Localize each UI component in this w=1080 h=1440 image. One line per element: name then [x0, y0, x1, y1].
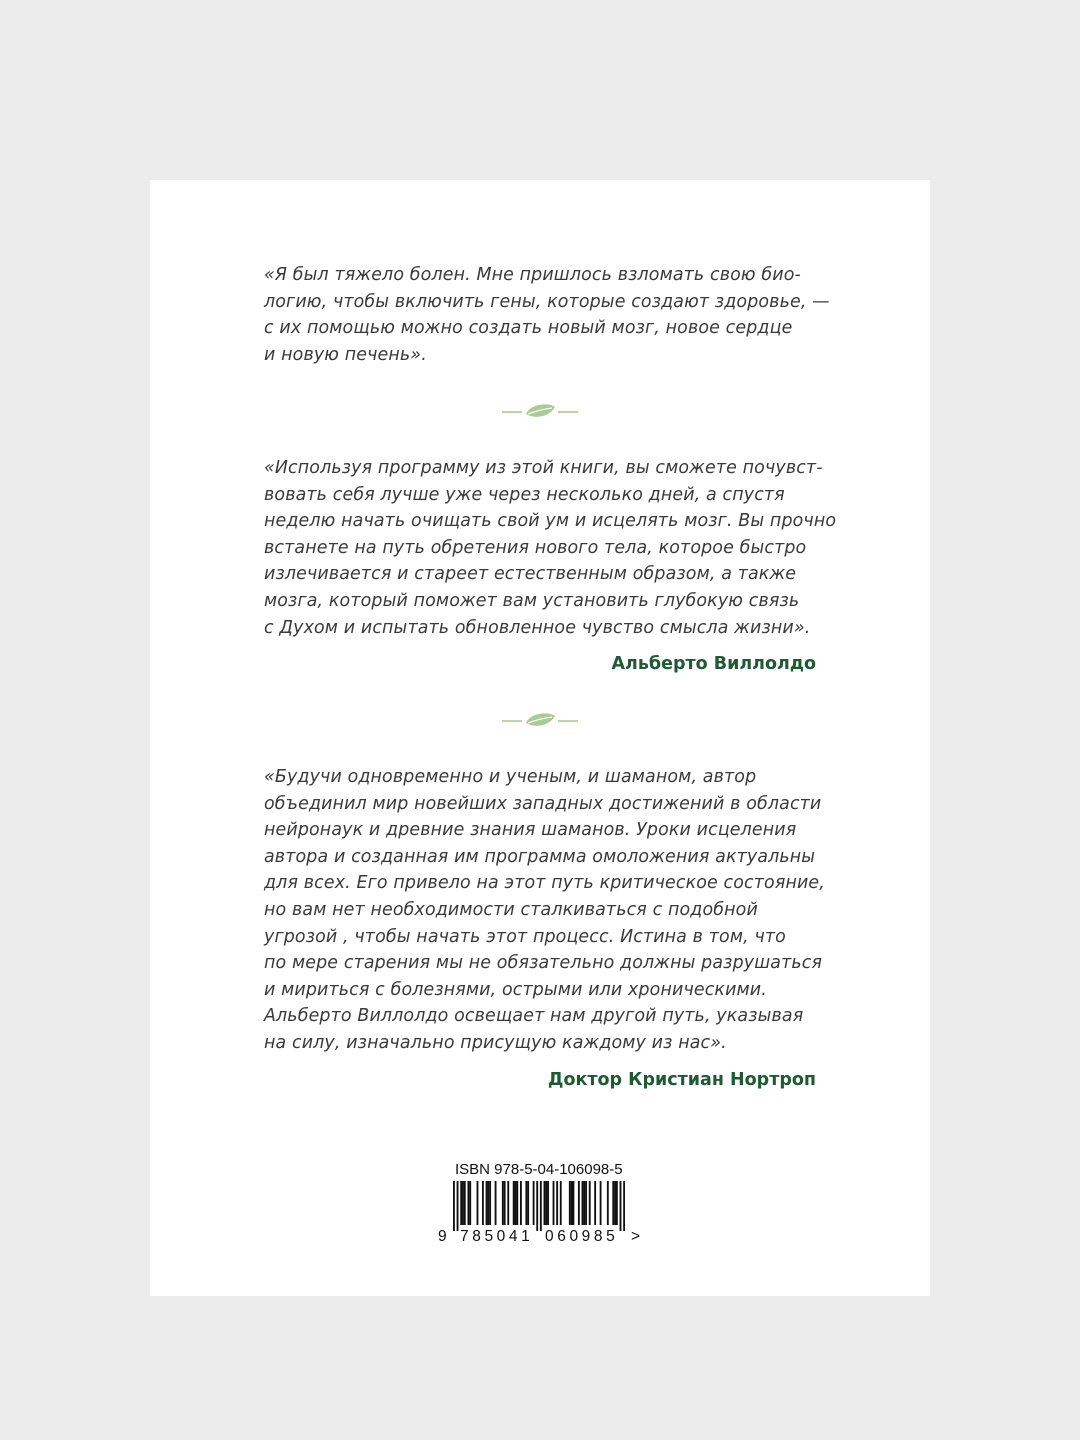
quote-line: с Духом и испытать обновленное чувство смысла жизни».: [264, 617, 811, 638]
quote-line: но вам нет необходимости сталкиваться с подобной: [264, 899, 758, 920]
barcode-bar: [594, 1181, 596, 1225]
barcode-bar: [612, 1181, 614, 1225]
quote-author-2: Доктор Кристиан Нортроп: [547, 1070, 816, 1090]
barcode-bar: [585, 1181, 587, 1225]
barcode-bar: [583, 1181, 585, 1225]
quote-line: угрозой , чтобы начать этот процесс. Истина в том, что: [264, 926, 786, 947]
barcode-bar: [516, 1181, 518, 1225]
barcode-bar: [536, 1181, 538, 1231]
ean-first-digit: 9: [438, 1228, 447, 1245]
quote-line: для всех. Его привело на этот путь критическое состояние,: [264, 873, 825, 894]
barcode-bar: [553, 1181, 555, 1225]
leaf-ornament-icon: [502, 402, 578, 422]
barcode-bar: [513, 1181, 515, 1225]
quote-line: объединил мир новейших западных достижений в области: [264, 793, 822, 814]
barcode-bar: [464, 1181, 466, 1225]
barcode-bar: [460, 1181, 462, 1225]
quote-line: неделю начать очищать свой ум и исцелять мозг. Вы прочно: [264, 511, 837, 532]
quote-line: излечивается и стареет естественным образом, а также: [264, 564, 797, 585]
barcode-bar: [482, 1181, 484, 1225]
barcode-bar: [457, 1181, 459, 1231]
barcode-bar: [582, 1181, 584, 1225]
quote-line: «Используя программу из этой книги, вы сможете почувст-: [264, 458, 823, 478]
quote-line: Альберто Виллолдо освещает нам другой путь, указывая: [264, 1006, 804, 1027]
barcode-bar: [589, 1181, 591, 1225]
barcode-bar: [520, 1181, 522, 1225]
quote-2: [264, 455, 837, 641]
barcode-bar: [560, 1181, 562, 1225]
barcode-bar: [487, 1181, 489, 1225]
barcode-bar: [545, 1181, 547, 1225]
barcode-bar: [614, 1181, 616, 1225]
quote-line: по мере старения мы не обязательно должны разрушаться: [264, 953, 823, 974]
barcode-bar: [502, 1181, 504, 1225]
quote-line: автора и созданная им программа омоложения актуальны: [264, 846, 816, 867]
barcode-bar: [462, 1181, 464, 1225]
barcode-bar: [469, 1181, 471, 1225]
barcode-icon: [453, 1181, 625, 1231]
quote-line: с их помощью можно создать новый мозг, новое сердце: [264, 318, 793, 339]
isbn-label: ISBN 978-5-04-106098-5: [455, 1161, 623, 1178]
quote-line: встанете на путь обретения нового тела, которое быстро: [264, 537, 807, 558]
quote-line: мозга, который поможет вам установить глубокую связь: [264, 590, 800, 611]
ean-digits: [438, 1228, 642, 1248]
quote-line: «Я был тяжело болен. Мне пришлось взломать свою био-: [264, 265, 801, 285]
barcode-bar: [477, 1181, 479, 1225]
barcode-bar: [547, 1181, 549, 1225]
barcode-bar: [525, 1181, 527, 1225]
quote-line: «Будучи одновременно и ученым, и шаманом, автор: [264, 767, 757, 787]
barcode-bar: [504, 1181, 506, 1225]
barcode-bar: [533, 1181, 535, 1225]
quote-line: и новую печень».: [264, 344, 427, 365]
quote-line: на силу, изначально присущую каждому из нас».: [264, 1032, 727, 1053]
barcode-bar: [495, 1181, 497, 1225]
barcode-bar: [578, 1181, 580, 1225]
barcode-bar: [620, 1181, 622, 1231]
ean-right-digits: 060985: [545, 1228, 619, 1245]
barcode-bar: [569, 1181, 571, 1225]
quote-3: [264, 764, 824, 1057]
quote-line: вовать себя лучше уже через несколько дней, а спустя: [264, 484, 785, 505]
barcode-bar: [486, 1181, 488, 1225]
isbn-barcode: [438, 1161, 642, 1247]
barcode-bar: [544, 1181, 546, 1225]
barcode-bar: [572, 1181, 574, 1225]
barcode-bar: [515, 1181, 517, 1225]
quote-line: нейронаук и древние знания шаманов. Уроки исцеления: [264, 820, 797, 841]
barcode-bar: [507, 1181, 509, 1225]
barcode-bar: [623, 1181, 625, 1231]
quote-line: логию, чтобы включить гены, которые создают здоровье, —: [264, 291, 830, 312]
barcode-bar: [467, 1181, 469, 1225]
ean-end-mark: >: [631, 1228, 641, 1245]
quote-1: [264, 262, 830, 368]
quote-author-1: Альберто Виллолдо: [611, 654, 816, 674]
ean-left-digits: 785041: [460, 1228, 534, 1245]
barcode-bar: [556, 1181, 558, 1225]
barcode-bar: [527, 1181, 529, 1225]
barcode-bar: [453, 1181, 455, 1231]
barcode-bar: [600, 1181, 602, 1225]
barcode-bar: [616, 1181, 618, 1225]
quote-line: и мириться с болезнями, острыми или хроническими.: [264, 979, 767, 1000]
barcode-bar: [540, 1181, 542, 1231]
barcode-bar: [607, 1181, 609, 1225]
leaf-ornament-icon: [502, 711, 578, 731]
barcode-bar: [489, 1181, 491, 1225]
barcode-bar: [571, 1181, 573, 1225]
